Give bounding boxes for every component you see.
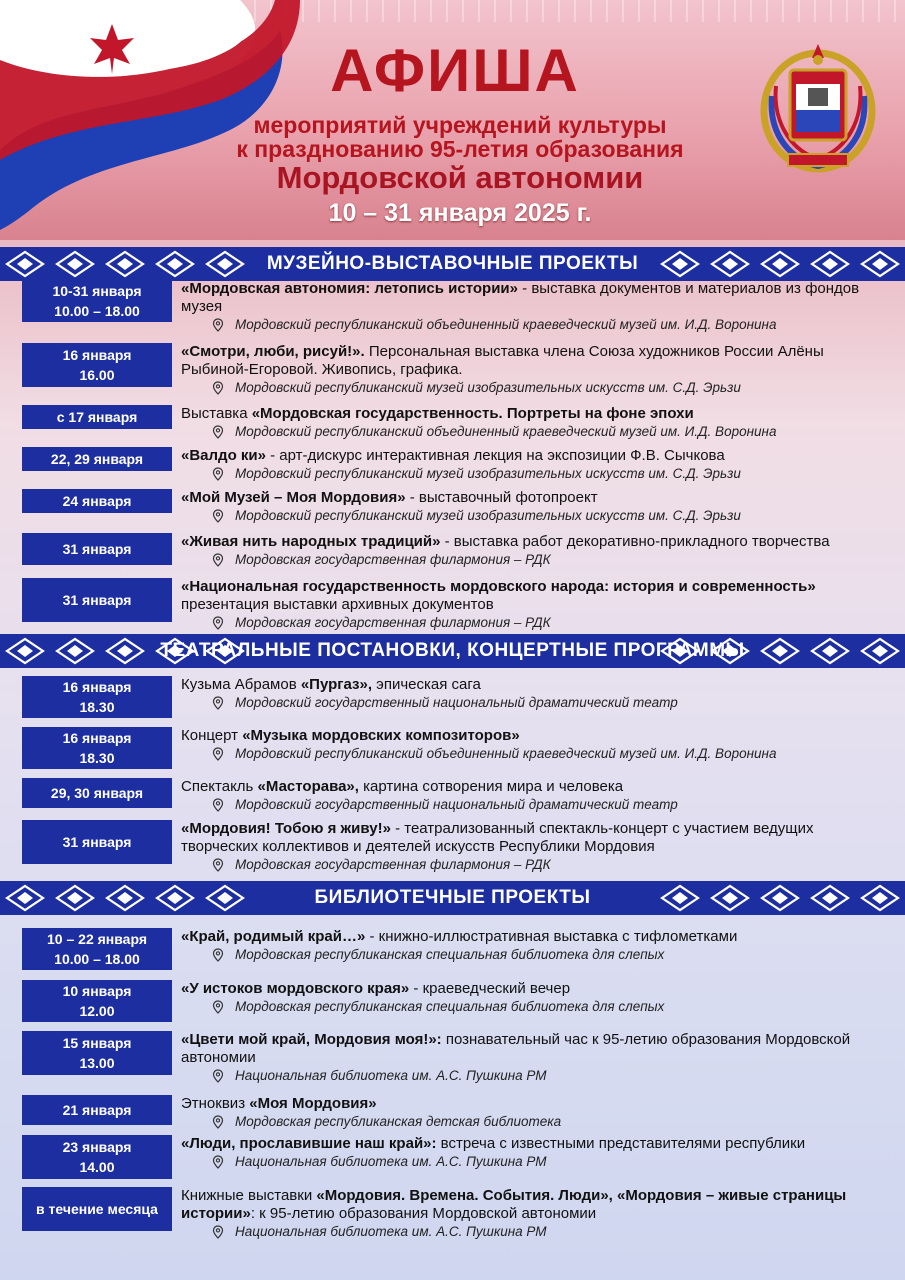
event-description bbox=[181, 820, 886, 873]
event-time: 12.00 bbox=[79, 1003, 115, 1019]
event-venue bbox=[181, 856, 886, 873]
location-pin-icon bbox=[211, 1115, 225, 1129]
event-date-badge bbox=[22, 820, 172, 864]
event-date: 21 января bbox=[62, 1102, 132, 1118]
venue-name: Национальная библиотека им. А.С. Пушкина РМ bbox=[235, 1068, 547, 1083]
venue-name: Мордовский республиканский музей изобразительных искусств им. С.Д. Эрьзи bbox=[235, 380, 741, 395]
location-pin-icon bbox=[211, 509, 225, 523]
event-venue bbox=[181, 745, 886, 762]
location-pin-icon bbox=[211, 425, 225, 439]
event-description bbox=[181, 447, 886, 482]
event-text: - выставка документов и материалов из фондов музея bbox=[181, 280, 860, 315]
event-date-badge bbox=[22, 578, 172, 622]
event-description bbox=[181, 578, 886, 631]
event-prefix: Кузьма Абрамов bbox=[181, 676, 301, 693]
event-date: 10 января bbox=[62, 983, 132, 999]
event-name: «Музыка мордовских композиторов» bbox=[242, 727, 520, 744]
venue-name: Мордовский республиканский объединенный краеведческий музей им. И.Д. Воронина bbox=[235, 317, 777, 332]
event-description bbox=[181, 533, 886, 568]
event-venue bbox=[181, 316, 886, 333]
venue-name: Мордовский республиканский объединенный краеведческий музей им. И.Д. Воронина bbox=[235, 746, 777, 761]
event-date-badge bbox=[22, 928, 172, 970]
event-date-badge bbox=[22, 1135, 172, 1179]
section-header bbox=[0, 634, 905, 668]
event-name: «Цвети мой край, Мордовия моя!»: bbox=[181, 1031, 442, 1048]
event-venue bbox=[181, 1113, 886, 1130]
event-venue bbox=[181, 614, 886, 631]
event-name: «Масторава», bbox=[257, 778, 359, 795]
location-pin-icon bbox=[211, 1000, 225, 1014]
venue-name: Национальная библиотека им. А.С. Пушкина РМ bbox=[235, 1154, 547, 1169]
event-date-badge bbox=[22, 533, 172, 565]
event-description bbox=[181, 1031, 886, 1084]
event-date-badge bbox=[22, 447, 172, 471]
event-dates: 10 – 31 января 2025 г. bbox=[328, 199, 592, 227]
event-time: 10.00 – 18.00 bbox=[54, 951, 140, 967]
event-text: презентация выставки архивных документов bbox=[181, 596, 494, 613]
event-description bbox=[181, 343, 886, 396]
event-name: «Национальная государственность мордовского народа: история и современность» bbox=[181, 578, 816, 595]
venue-name: Национальная библиотека им. А.С. Пушкина РМ bbox=[235, 1224, 547, 1239]
event-date: 16 января bbox=[62, 679, 132, 695]
event-text: эпическая сага bbox=[372, 676, 481, 693]
location-pin-icon bbox=[211, 318, 225, 332]
event-text: познавательный час к 95-летию образования Мордовской автономии bbox=[181, 1031, 851, 1066]
event-date-badge bbox=[22, 343, 172, 387]
event-date: 24 января bbox=[62, 493, 132, 509]
venue-name: Мордовский государственный национальный драматический театр bbox=[235, 797, 678, 812]
event-description bbox=[181, 1135, 886, 1170]
section-title: МУЗЕЙНО-ВЫСТАВОЧНЫЕ ПРОЕКТЫ bbox=[266, 253, 639, 274]
coat-of-arms-icon bbox=[758, 36, 878, 176]
event-name: «Смотри, люби, рисуй!». bbox=[181, 343, 365, 360]
venue-name: Мордовский государственный национальный драматический театр bbox=[235, 695, 678, 710]
event-date-badge bbox=[22, 676, 172, 718]
event-prefix: Концерт bbox=[181, 727, 243, 744]
event-time: 10.00 – 18.00 bbox=[54, 303, 140, 319]
event-date-badge bbox=[22, 1187, 172, 1231]
subtitle-line-3: Мордовской автономии bbox=[276, 160, 644, 195]
event-name: «Мой Музей – Моя Мордовия» bbox=[181, 489, 406, 506]
event-date: 15 января bbox=[62, 1035, 132, 1051]
event-time: 13.00 bbox=[79, 1055, 115, 1071]
event-date: 22, 29 января bbox=[50, 451, 144, 467]
event-description bbox=[181, 727, 886, 762]
location-pin-icon bbox=[211, 467, 225, 481]
event-date: 31 января bbox=[62, 592, 132, 608]
page-title: АФИША bbox=[330, 37, 580, 104]
venue-name: Мордовская государственная филармония – РДК bbox=[235, 857, 551, 872]
event-name: «Мордовская государственность. Портреты на фоне эпохи bbox=[251, 405, 694, 422]
event-date-badge bbox=[22, 727, 172, 769]
event-time: 16.00 bbox=[79, 367, 115, 383]
venue-name: Мордовская государственная филармония – РДК bbox=[235, 615, 551, 630]
event-venue bbox=[181, 551, 886, 568]
event-prefix: Спектакль bbox=[181, 778, 258, 795]
event-venue bbox=[181, 379, 886, 396]
event-text: - выставочный фотопроект bbox=[405, 489, 598, 506]
event-venue bbox=[181, 998, 886, 1015]
event-description bbox=[181, 489, 886, 524]
event-name: «Край, родимый край…» bbox=[181, 928, 366, 945]
event-prefix: Выставка bbox=[181, 405, 252, 422]
event-description bbox=[181, 980, 886, 1015]
event-venue bbox=[181, 423, 886, 440]
event-venue bbox=[181, 1153, 886, 1170]
event-description bbox=[181, 928, 886, 963]
event-name: «У истоков мордовского края» bbox=[181, 980, 410, 997]
event-text: : к 95-летию образования Мордовской автономии bbox=[250, 1205, 597, 1222]
event-time: 18.30 bbox=[79, 750, 115, 766]
event-description bbox=[181, 676, 886, 711]
event-description bbox=[181, 1187, 886, 1240]
event-description bbox=[181, 1095, 886, 1130]
event-date-badge bbox=[22, 778, 172, 808]
location-pin-icon bbox=[211, 696, 225, 710]
event-date: 10-31 января bbox=[52, 283, 142, 299]
section-header bbox=[0, 881, 905, 915]
event-date: 29, 30 января bbox=[50, 785, 144, 801]
event-text: - театрализованный спектакль-концерт с участием ведущих творческих коллективов и деятелей искусств Республики Мордовия bbox=[181, 820, 814, 855]
event-venue bbox=[181, 694, 886, 711]
event-venue bbox=[181, 1067, 886, 1084]
event-date-badge bbox=[22, 280, 172, 322]
location-pin-icon bbox=[211, 1069, 225, 1083]
event-text: картина сотворения мира и человека bbox=[358, 778, 624, 795]
location-pin-icon bbox=[211, 1225, 225, 1239]
event-date: 31 января bbox=[62, 541, 132, 557]
event-date: в течение месяца bbox=[36, 1201, 158, 1217]
event-name: «Люди, прославившие наш край»: bbox=[181, 1135, 437, 1152]
event-text: Персональная выставка члена Союза художников России Алёны Рыбиной-Егоровой. Живопись, графика. bbox=[181, 343, 824, 378]
event-venue bbox=[181, 507, 886, 524]
event-time: 18.30 bbox=[79, 699, 115, 715]
event-venue bbox=[181, 1223, 886, 1240]
event-date-badge bbox=[22, 980, 172, 1022]
location-pin-icon bbox=[211, 553, 225, 567]
event-date-badge bbox=[22, 1031, 172, 1075]
event-date: 16 января bbox=[62, 730, 132, 746]
section-title: ТЕАТРАЛЬНЫЕ ПОСТАНОВКИ, КОНЦЕРТНЫЕ ПРОГРАММЫ bbox=[160, 640, 745, 661]
event-text: встреча с известными представителями республики bbox=[436, 1135, 806, 1152]
venue-name: Мордовская государственная филармония – РДК bbox=[235, 552, 551, 567]
event-prefix: Книжные выставки bbox=[181, 1187, 317, 1204]
event-text: - выставка работ декоративно-прикладного творчества bbox=[440, 533, 830, 550]
subtitle-line-1: мероприятий учреждений культуры bbox=[253, 112, 667, 138]
event-venue bbox=[181, 465, 886, 482]
header-banner bbox=[0, 0, 905, 240]
event-date: 16 января bbox=[62, 347, 132, 363]
event-venue bbox=[181, 796, 886, 813]
event-text: - арт-дискурс интерактивная лекция на экспозиции Ф.В. Сычкова bbox=[265, 447, 725, 464]
venue-name: Мордовский республиканский объединенный краеведческий музей им. И.Д. Воронина bbox=[235, 424, 777, 439]
event-description bbox=[181, 405, 886, 440]
event-text: - краеведческий вечер bbox=[409, 980, 571, 997]
location-pin-icon bbox=[211, 798, 225, 812]
venue-name: Мордовская республиканская специальная библиотека для слепых bbox=[235, 947, 665, 962]
event-date-badge bbox=[22, 1095, 172, 1125]
event-prefix: Этноквиз bbox=[181, 1095, 250, 1112]
event-time: 14.00 bbox=[79, 1159, 115, 1175]
event-date-badge bbox=[22, 489, 172, 513]
venue-name: Мордовский республиканский музей изобразительных искусств им. С.Д. Эрьзи bbox=[235, 508, 741, 523]
event-name: «Мордовия. Времена. События. Люди», «Мордовия – живые страницы истории» bbox=[181, 1187, 847, 1222]
event-description bbox=[181, 280, 886, 333]
event-date: 31 января bbox=[62, 834, 132, 850]
venue-name: Мордовский республиканский музей изобразительных искусств им. С.Д. Эрьзи bbox=[235, 466, 741, 481]
event-date-badge bbox=[22, 405, 172, 429]
location-pin-icon bbox=[211, 616, 225, 630]
event-name: «Моя Мордовия» bbox=[249, 1095, 377, 1112]
event-name: «Живая нить народных традиций» bbox=[181, 533, 441, 550]
event-name: «Мордовская автономия: летопись истории» bbox=[181, 280, 518, 297]
event-text: - книжно-иллюстративная выставка с тифлометками bbox=[365, 928, 738, 945]
location-pin-icon bbox=[211, 1155, 225, 1169]
event-name: «Мордовия! Тобою я живу!» bbox=[181, 820, 391, 837]
location-pin-icon bbox=[211, 858, 225, 872]
event-date: с 17 января bbox=[56, 409, 138, 425]
section-header bbox=[0, 247, 905, 281]
event-name: «Валдо ки» bbox=[181, 447, 266, 464]
location-pin-icon bbox=[211, 948, 225, 962]
event-name: «Пургаз», bbox=[300, 676, 372, 693]
venue-name: Мордовская республиканская специальная библиотека для слепых bbox=[235, 999, 665, 1014]
section-title: БИБЛИОТЕЧНЫЕ ПРОЕКТЫ bbox=[314, 887, 591, 908]
location-pin-icon bbox=[211, 381, 225, 395]
location-pin-icon bbox=[211, 747, 225, 761]
venue-name: Мордовская республиканская детская библиотека bbox=[235, 1114, 562, 1129]
event-description bbox=[181, 778, 886, 813]
subtitle-line-2: к празднованию 95-летия образования bbox=[236, 136, 684, 162]
event-date: 10 – 22 января bbox=[47, 931, 147, 947]
event-venue bbox=[181, 946, 886, 963]
event-date: 23 января bbox=[62, 1139, 132, 1155]
